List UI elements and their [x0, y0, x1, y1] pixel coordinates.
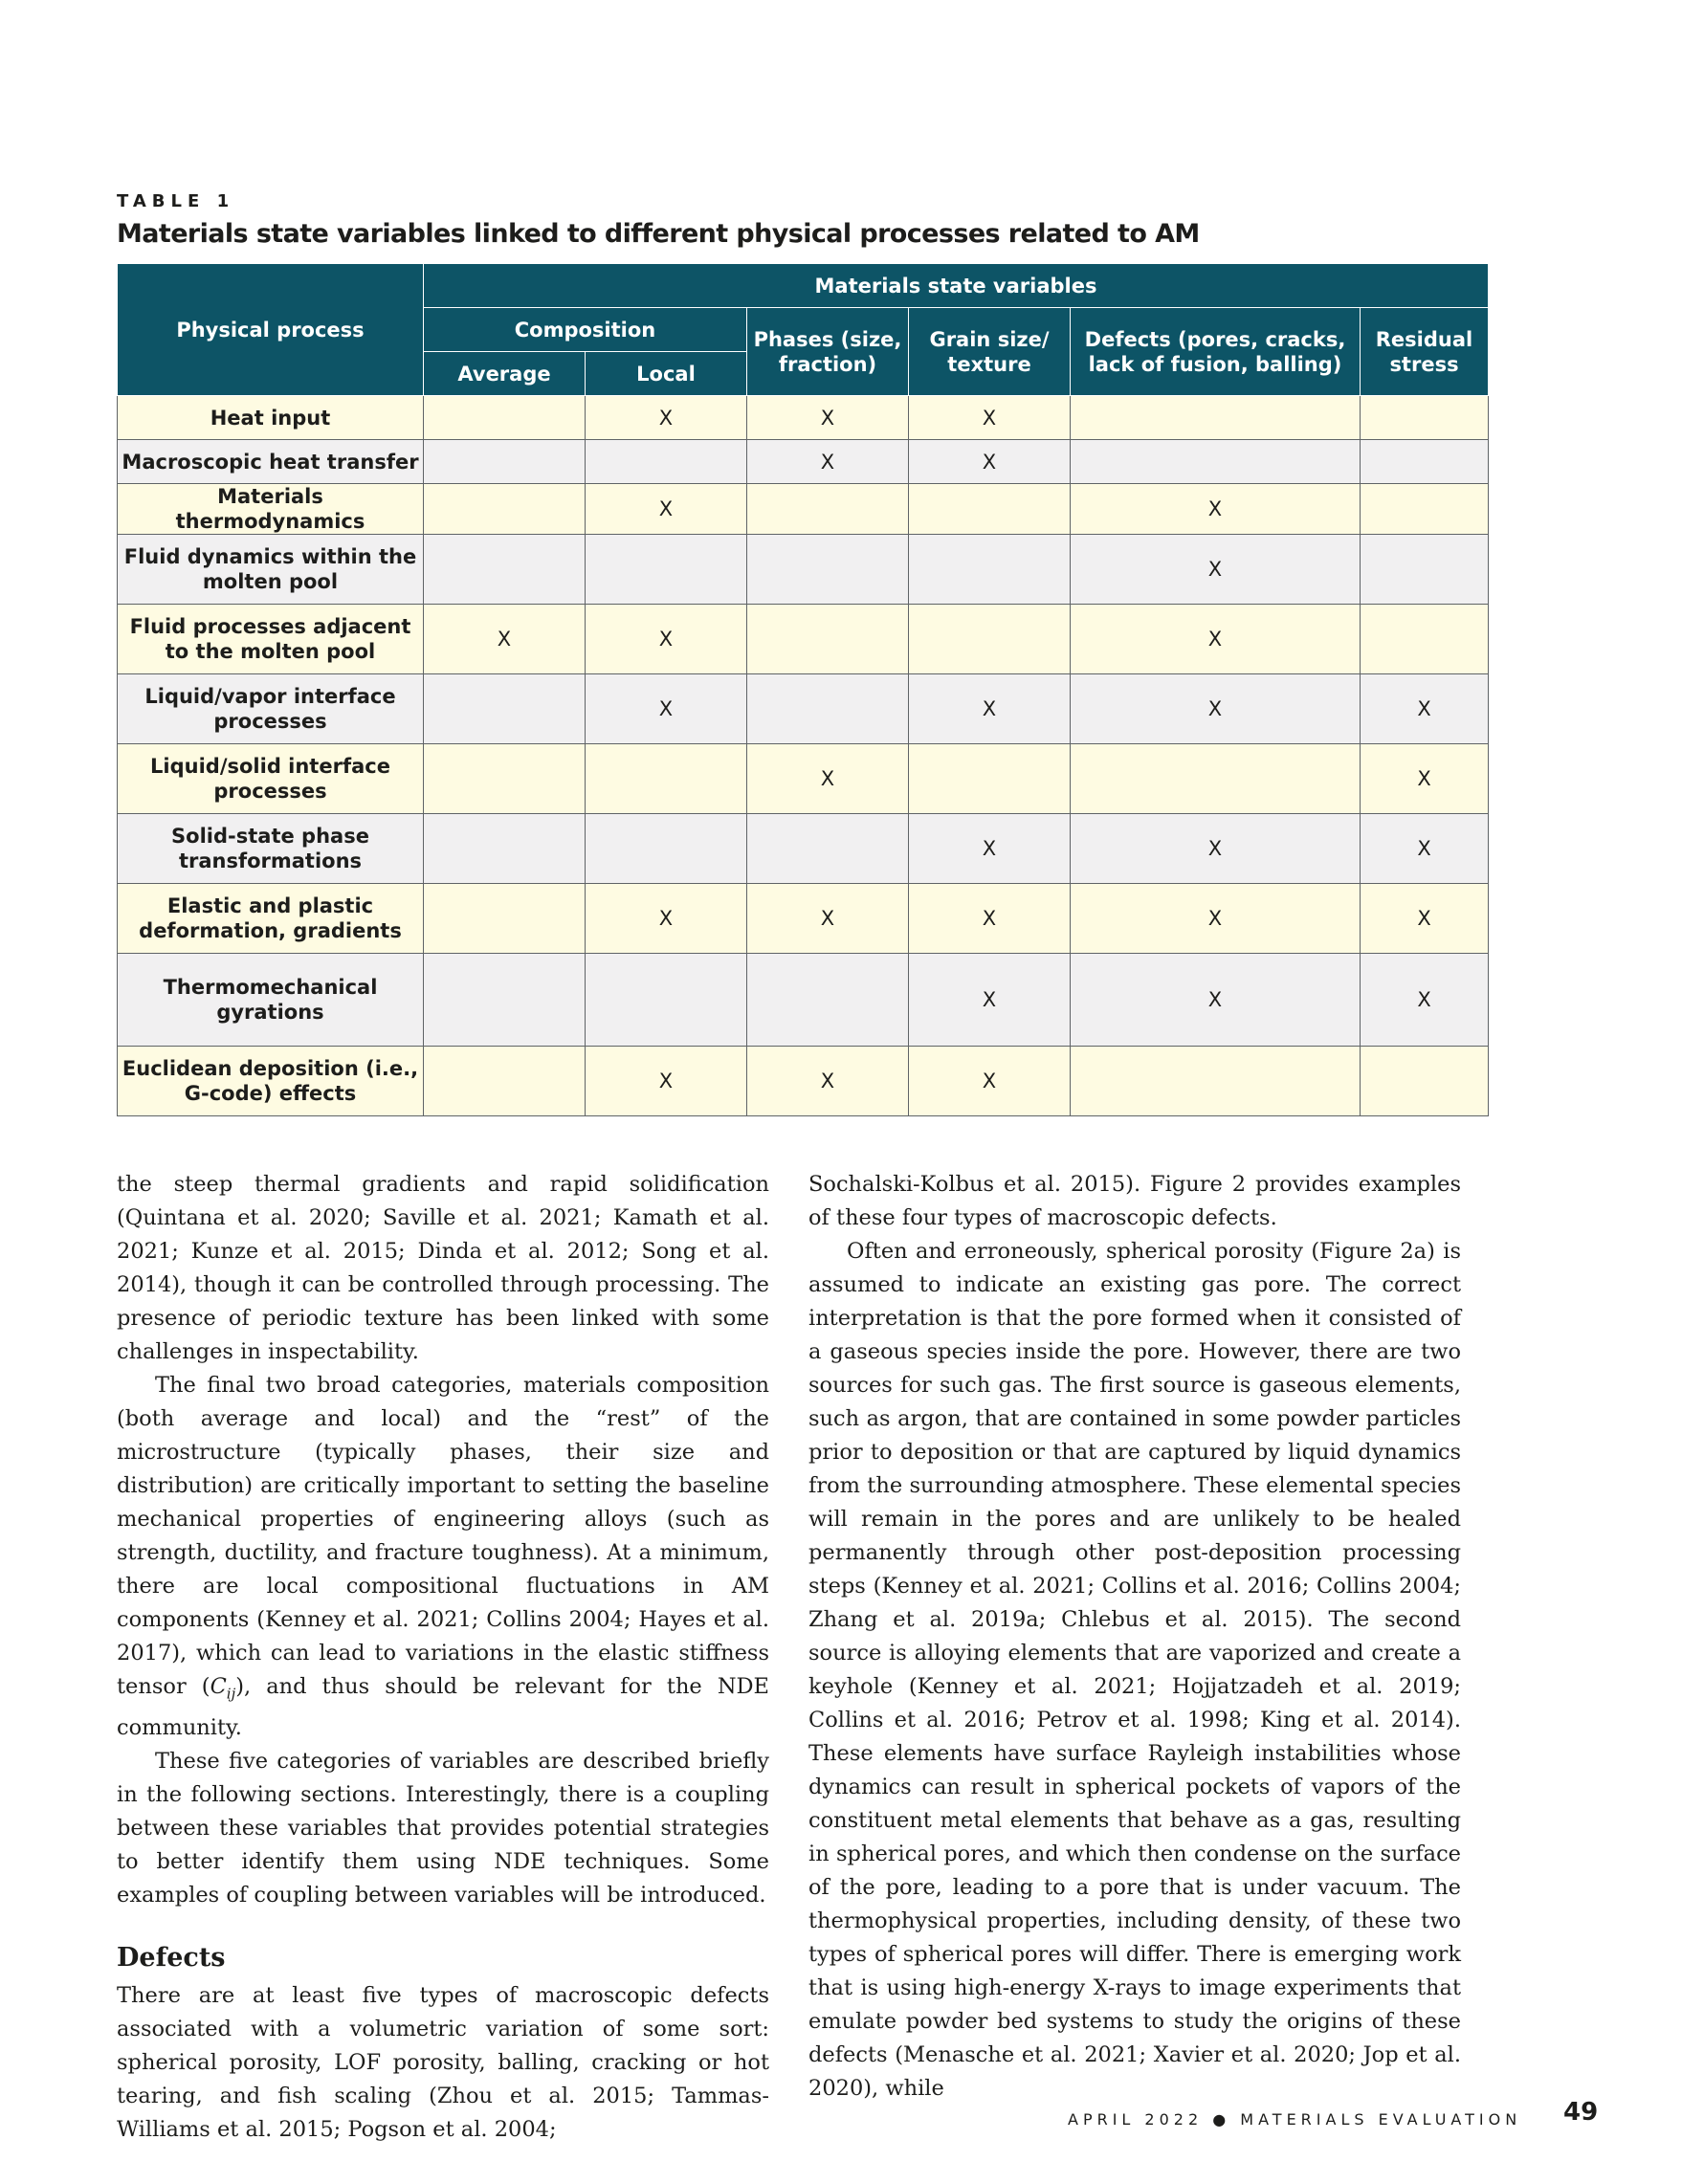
cell — [1361, 1047, 1489, 1116]
cell: X — [909, 440, 1071, 484]
cell — [747, 814, 909, 884]
cell — [424, 396, 586, 440]
row-process: Fluid dynamics within the molten pool — [118, 535, 424, 605]
cell: X — [1071, 884, 1361, 954]
cell — [909, 605, 1071, 674]
journal-footer: APRIL 2022 ● MATERIALS EVALUATION — [1068, 2110, 1522, 2129]
row-process: Materials thermodynamics — [118, 484, 424, 535]
cell: X — [586, 605, 747, 674]
cell: X — [747, 744, 909, 814]
cell: X — [1361, 954, 1489, 1047]
cell: X — [909, 954, 1071, 1047]
cell — [747, 535, 909, 605]
header-local: Local — [586, 352, 747, 396]
cell — [909, 484, 1071, 535]
right-column — [808, 1168, 1461, 2106]
cell: X — [1071, 814, 1361, 884]
table-row — [118, 484, 1489, 535]
row-process: Elastic and plastic deformation, gradients — [118, 884, 424, 954]
table-row — [118, 884, 1489, 954]
cell: X — [1071, 484, 1361, 535]
row-process: Solid-state phase transformations — [118, 814, 424, 884]
cell: X — [1361, 884, 1489, 954]
cell — [747, 954, 909, 1047]
cell — [586, 744, 747, 814]
body-paragraph: the steep thermal gradients and rapid solidification (Quintana et al. 2020; Saville et al. 2021; Kamath et al. 2021; Kunze et al. 2015; Dinda et al. 2012; Song et al. 2014), though it can be controlled through processing. The presence of periodic texture has been linked with some challenges in inspectability. — [117, 1172, 769, 1364]
cell: X — [586, 884, 747, 954]
row-process: Euclidean deposition (i.e., G-code) effects — [118, 1047, 424, 1116]
cell — [909, 535, 1071, 605]
cell — [1361, 535, 1489, 605]
cell — [424, 440, 586, 484]
cell — [586, 954, 747, 1047]
cell — [424, 535, 586, 605]
section-heading: Defects — [117, 1942, 226, 1973]
row-process: Fluid processes adjacent to the molten pool — [118, 605, 424, 674]
header-average: Average — [424, 352, 586, 396]
table-label: TABLE 1 — [117, 191, 235, 211]
cell: X — [909, 396, 1071, 440]
body-paragraph: These five categories of variables are described briefly in the following sections. Interestingly, there is a coupling between these variables that provides potential strategies to better identify them using NDE techniques. Some examples of coupling between variables will be introduced. — [117, 1748, 769, 1908]
cell: X — [909, 884, 1071, 954]
cell — [1361, 484, 1489, 535]
cell — [424, 814, 586, 884]
cell: X — [424, 605, 586, 674]
cell — [1071, 1047, 1361, 1116]
row-process: Thermomechanical gyrations — [118, 954, 424, 1047]
cell — [424, 674, 586, 744]
header-residual: Residual stress — [1361, 308, 1489, 396]
cell — [424, 884, 586, 954]
left-column — [117, 1168, 769, 2147]
row-process: Macroscopic heat transfer — [118, 440, 424, 484]
table-row — [118, 674, 1489, 744]
row-process: Heat input — [118, 396, 424, 440]
cell: X — [1071, 674, 1361, 744]
cell — [1071, 396, 1361, 440]
cell: X — [586, 484, 747, 535]
cell: X — [909, 814, 1071, 884]
row-process: Liquid/vapor interface processes — [118, 674, 424, 744]
cell — [424, 1047, 586, 1116]
cell — [1361, 605, 1489, 674]
cell — [586, 535, 747, 605]
cell — [424, 954, 586, 1047]
cell: X — [1071, 535, 1361, 605]
cell: X — [747, 440, 909, 484]
cell: X — [747, 396, 909, 440]
cell — [424, 744, 586, 814]
cell — [424, 484, 586, 535]
page-number: 49 — [1563, 2098, 1599, 2127]
cell — [586, 814, 747, 884]
cell: X — [1361, 744, 1489, 814]
cell: X — [909, 1047, 1071, 1116]
cell — [1071, 744, 1361, 814]
cell — [1361, 440, 1489, 484]
cell: X — [1361, 814, 1489, 884]
materials-table — [117, 263, 1489, 1116]
table-row — [118, 396, 1489, 440]
cell: X — [1071, 954, 1361, 1047]
cell — [747, 605, 909, 674]
cell — [747, 484, 909, 535]
cell — [1361, 396, 1489, 440]
table-row — [118, 440, 1489, 484]
header-defects: Defects (pores, cracks, lack of fusion, balling) — [1071, 308, 1361, 396]
cell: X — [1071, 605, 1361, 674]
cell: X — [1361, 674, 1489, 744]
table-row — [118, 535, 1489, 605]
table-row — [118, 1047, 1489, 1116]
body-paragraph: The final two broad categories, materials composition (both average and local) and the “rest” of the microstructure (typically phases, their size and distribution) are critically important to setting the baseline mechanical properties of engineering alloys (such as strength, ductility, and fracture toughness). At a minimum, there are local compositional fluctuations in AM components (Kenney et al. 2021; Collins 2004; Hayes et al. 2017), which can lead to variations in the elastic stiffness tensor $(C_{ij})$, and thus should be relevant for the NDE community. — [117, 1373, 769, 1740]
cell — [1071, 440, 1361, 484]
table-row — [118, 814, 1489, 884]
header-materials-state-variables: Materials state variables — [424, 264, 1489, 308]
cell: X — [586, 396, 747, 440]
table-title: Materials state variables linked to different physical processes related to AM — [117, 219, 1200, 249]
cell: X — [909, 674, 1071, 744]
cell — [747, 674, 909, 744]
table-row — [118, 605, 1489, 674]
body-paragraph: There are at least five types of macroscopic defects associated with a volumetric variation of some sort: spherical porosity, LOF porosity, balling, cracking or hot tearing, and fish scaling (Zhou et al. 2015; Tammas-Williams et al. 2015; Pogson et al. 2004; — [117, 1982, 769, 2142]
cell: X — [747, 884, 909, 954]
table-row — [118, 954, 1489, 1047]
cell: X — [586, 1047, 747, 1116]
body-paragraph: Sochalski-Kolbus et al. 2015). Figure 2 provides examples of these four types of macroscopic defects. — [808, 1172, 1461, 1230]
cell: X — [586, 674, 747, 744]
table-row — [118, 744, 1489, 814]
cell — [586, 440, 747, 484]
body-paragraph: Often and erroneously, spherical porosity (Figure 2a) is assumed to indicate an existing gas pore. The correct interpretation is that the pore formed when it consisted of a gaseous species inside the pore. However, there are two sources for such gas. The first source is gaseous elements, such as argon, that are contained in some powder particles prior to deposition or that are captured by liquid dynamics from the surrounding atmosphere. These elemental species will remain in the pores and are unlikely to be healed permanently through other post-deposition processing steps (Kenney et al. 2021; Collins et al. 2016; Collins 2004; Zhang et al. 2019a; Chlebus et al. 2015). The second source is alloying elements that are vaporized and create a keyhole (Kenney et al. 2021; Hojjatzadeh et al. 2019; Collins et al. 2016; Petrov et al. 1998; King et al. 2014). These elements have surface Rayleigh instabilities whose dynamics can result in spherical pockets of vapors of the constituent metal elements that behave as a gas, resulting in spherical pores, and which then condense on the surface of the pore, leading to a pore that is under vacuum. The thermophysical properties, including density, of these two types of spherical pores will differ. There is emerging work that is using high-energy X-rays to image experiments that emulate powder bed systems to study the origins of these defects (Menasche et al. 2021; Xavier et al. 2020; Jop et al. 2020), while — [808, 1239, 1461, 2101]
header-grain: Grain size/ texture — [909, 308, 1071, 396]
row-process: Liquid/solid interface processes — [118, 744, 424, 814]
header-physical-process: Physical process — [118, 264, 424, 396]
header-phases: Phases (size, fraction) — [747, 308, 909, 396]
header-composition: Composition — [424, 308, 747, 352]
cell: X — [747, 1047, 909, 1116]
cell — [909, 744, 1071, 814]
